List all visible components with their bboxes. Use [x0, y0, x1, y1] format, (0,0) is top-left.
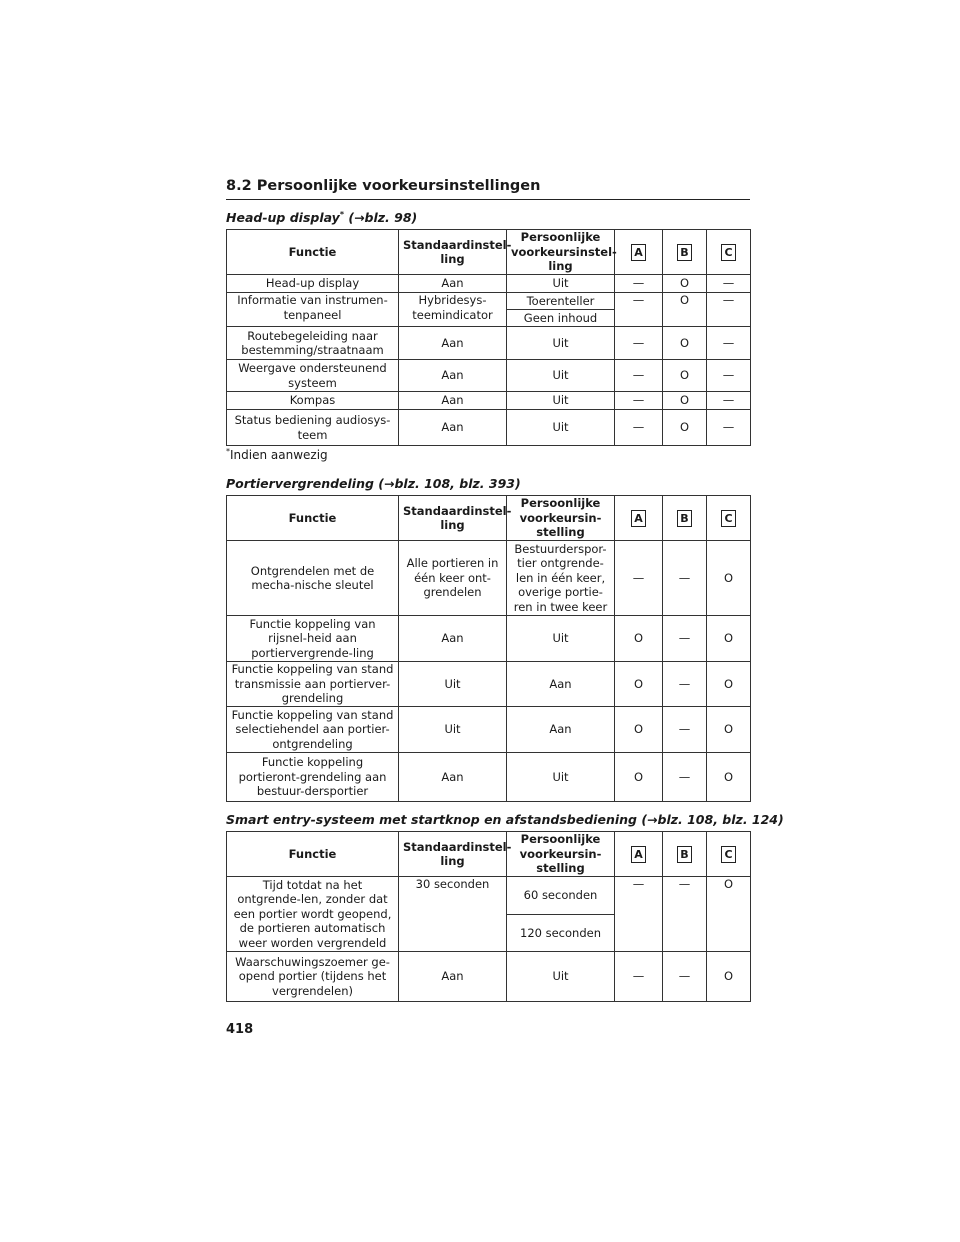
header-standaard: Standaardinstel-ling — [399, 496, 507, 541]
cell-standaard: Aan — [399, 410, 507, 446]
header-persoonlijk: Persoonlijke voorkeursinstel-ling — [507, 230, 615, 275]
header-standaard: Standaardinstel-ling — [399, 230, 507, 275]
cell-standaard: 30 seconden — [399, 877, 507, 952]
cell-persoonlijk: Bestuurderspor-tier ontgrende-len in één keer, overige portie-ren in twee keer — [507, 541, 615, 616]
letter-a-box: A — [631, 244, 646, 261]
cell-c: — — [707, 293, 751, 327]
table-row — [227, 293, 751, 310]
cell-functie: Functie koppeling van rijsnel-heid aan portiervergrende-ling — [227, 616, 399, 662]
cell-standaard: Aan — [399, 327, 507, 360]
cell-a: — — [615, 275, 663, 293]
footnote — [226, 447, 328, 462]
cell-a: — — [615, 541, 663, 616]
header-c — [707, 496, 751, 541]
cell-functie: Kompas — [227, 392, 399, 410]
cell-functie: Head-up display — [227, 275, 399, 293]
page-number: 418 — [226, 1022, 254, 1037]
table1 — [226, 229, 751, 446]
cell-c: O — [707, 952, 751, 1002]
cell-standaard: Aan — [399, 360, 507, 392]
cell-b: O — [663, 360, 707, 392]
cell-a: O — [615, 753, 663, 802]
cell-a: O — [615, 662, 663, 707]
cell-c: — — [707, 392, 751, 410]
cell-a: — — [615, 877, 663, 952]
letter-b-box: B — [677, 846, 692, 863]
cell-b: O — [663, 410, 707, 446]
cell-functie: Informatie van instrumen-tenpaneel — [227, 293, 399, 327]
table-row — [227, 753, 751, 802]
cell-c: — — [707, 410, 751, 446]
table1-title — [226, 210, 417, 225]
cell-b: O — [663, 293, 707, 327]
cell-c: O — [707, 877, 751, 952]
cell-b: — — [663, 877, 707, 952]
footnote-text: Indien aanwezig — [230, 448, 328, 462]
letter-c-box: C — [721, 846, 736, 863]
table-row — [227, 952, 751, 1002]
letter-a-box: A — [631, 510, 646, 527]
cell-functie: Functie koppeling van stand transmissie aan portierver-grendeling — [227, 662, 399, 707]
cell-b: — — [663, 616, 707, 662]
cell-functie: Waarschuwingszoemer ge-opend portier (tijdens het vergrendelen) — [227, 952, 399, 1002]
cell-b: — — [663, 952, 707, 1002]
cell-functie: Routebegeleiding naar bestemming/straatnaam — [227, 327, 399, 360]
cell-standaard: Uit — [399, 707, 507, 753]
header-persoonlijk: Persoonlijke voorkeursin-stelling — [507, 832, 615, 877]
table2-header-row — [227, 496, 751, 541]
cell-standaard: Aan — [399, 392, 507, 410]
table-row — [227, 616, 751, 662]
cell-a: — — [615, 327, 663, 360]
cell-persoonlijk-alt: 120 seconden — [507, 915, 615, 952]
header-a — [615, 230, 663, 275]
cell-persoonlijk: Aan — [507, 707, 615, 753]
cell-b: — — [663, 753, 707, 802]
cell-a: — — [615, 360, 663, 392]
table-row — [227, 327, 751, 360]
cell-standaard: Uit — [399, 662, 507, 707]
cell-c: — — [707, 327, 751, 360]
table3-title: Smart entry-systeem met startknop en afstandsbediening (→blz. 108, blz. 124) — [226, 812, 784, 827]
cell-persoonlijk: Uit — [507, 410, 615, 446]
header-b — [663, 230, 707, 275]
cell-standaard: Hybridesys-teemindicator — [399, 293, 507, 327]
header-functie: Functie — [227, 230, 399, 275]
cell-b: O — [663, 275, 707, 293]
letter-b-box: B — [677, 510, 692, 527]
header-functie: Functie — [227, 832, 399, 877]
table-row — [227, 392, 751, 410]
cell-persoonlijk-alt: Geen inhoud — [507, 310, 615, 327]
cell-persoonlijk: Uit — [507, 753, 615, 802]
cell-b: O — [663, 392, 707, 410]
letter-c-box: C — [721, 510, 736, 527]
cell-c: O — [707, 707, 751, 753]
table1-title-text: Head-up display — [226, 210, 340, 226]
cell-persoonlijk: Aan — [507, 662, 615, 707]
cell-persoonlijk: Uit — [507, 275, 615, 293]
cell-functie: Functie koppeling portieront-grendeling aan bestuur-dersportier — [227, 753, 399, 802]
table-row — [227, 360, 751, 392]
cell-a: — — [615, 293, 663, 327]
header-a — [615, 832, 663, 877]
cell-a: — — [615, 952, 663, 1002]
cell-c: — — [707, 360, 751, 392]
cell-c: O — [707, 541, 751, 616]
table3 — [226, 831, 751, 1002]
cell-standaard: Aan — [399, 275, 507, 293]
header-c — [707, 230, 751, 275]
cell-b: — — [663, 662, 707, 707]
table3-header-row — [227, 832, 751, 877]
cell-persoonlijk: Uit — [507, 360, 615, 392]
header-b — [663, 832, 707, 877]
cell-standaard: Aan — [399, 952, 507, 1002]
table-row — [227, 662, 751, 707]
cell-standaard: Alle portieren in één keer ont-grendelen — [399, 541, 507, 616]
table1-header-row — [227, 230, 751, 275]
cell-a: O — [615, 707, 663, 753]
cell-persoonlijk: Uit — [507, 616, 615, 662]
cell-functie: Status bediening audiosys-teem — [227, 410, 399, 446]
table1-title-ref: (→blz. 98) — [344, 210, 418, 226]
table1-title-mark: * — [339, 210, 344, 219]
cell-b: O — [663, 327, 707, 360]
cell-c: O — [707, 616, 751, 662]
cell-persoonlijk: Uit — [507, 392, 615, 410]
header-persoonlijk: Persoonlijke voorkeursin-stelling — [507, 496, 615, 541]
footnote-mark: * — [226, 447, 230, 456]
cell-standaard: Aan — [399, 616, 507, 662]
cell-functie: Functie koppeling van stand selectiehendel aan portier-ontgrendeling — [227, 707, 399, 753]
cell-a: — — [615, 410, 663, 446]
table-row — [227, 707, 751, 753]
cell-c: O — [707, 753, 751, 802]
letter-b-box: B — [677, 244, 692, 261]
cell-standaard: Aan — [399, 753, 507, 802]
cell-functie: Ontgrendelen met de mecha-nische sleutel — [227, 541, 399, 616]
cell-c: O — [707, 662, 751, 707]
cell-persoonlijk: Uit — [507, 327, 615, 360]
header-a — [615, 496, 663, 541]
letter-c-box: C — [721, 244, 736, 261]
cell-persoonlijk: 60 seconden — [507, 877, 615, 915]
table2-title: Portiervergrendeling (→blz. 108, blz. 393) — [226, 476, 521, 491]
table-row — [227, 541, 751, 616]
section-title: 8.2 Persoonlijke voorkeursinstellingen — [226, 178, 750, 200]
table-row — [227, 877, 751, 915]
cell-b: — — [663, 541, 707, 616]
header-standaard: Standaardinstel-ling — [399, 832, 507, 877]
header-b — [663, 496, 707, 541]
letter-a-box: A — [631, 846, 646, 863]
header-functie: Functie — [227, 496, 399, 541]
table2 — [226, 495, 751, 802]
table-row — [227, 275, 751, 293]
cell-persoonlijk: Toerenteller — [507, 293, 615, 310]
cell-b: — — [663, 707, 707, 753]
cell-persoonlijk: Uit — [507, 952, 615, 1002]
cell-a: — — [615, 392, 663, 410]
cell-c: — — [707, 275, 751, 293]
cell-functie: Weergave ondersteunend systeem — [227, 360, 399, 392]
cell-a: O — [615, 616, 663, 662]
header-c — [707, 832, 751, 877]
cell-functie: Tijd totdat na het ontgrende-len, zonder dat een portier wordt geopend, de portieren automatisch weer worden vergrendeld — [227, 877, 399, 952]
table-row — [227, 410, 751, 446]
